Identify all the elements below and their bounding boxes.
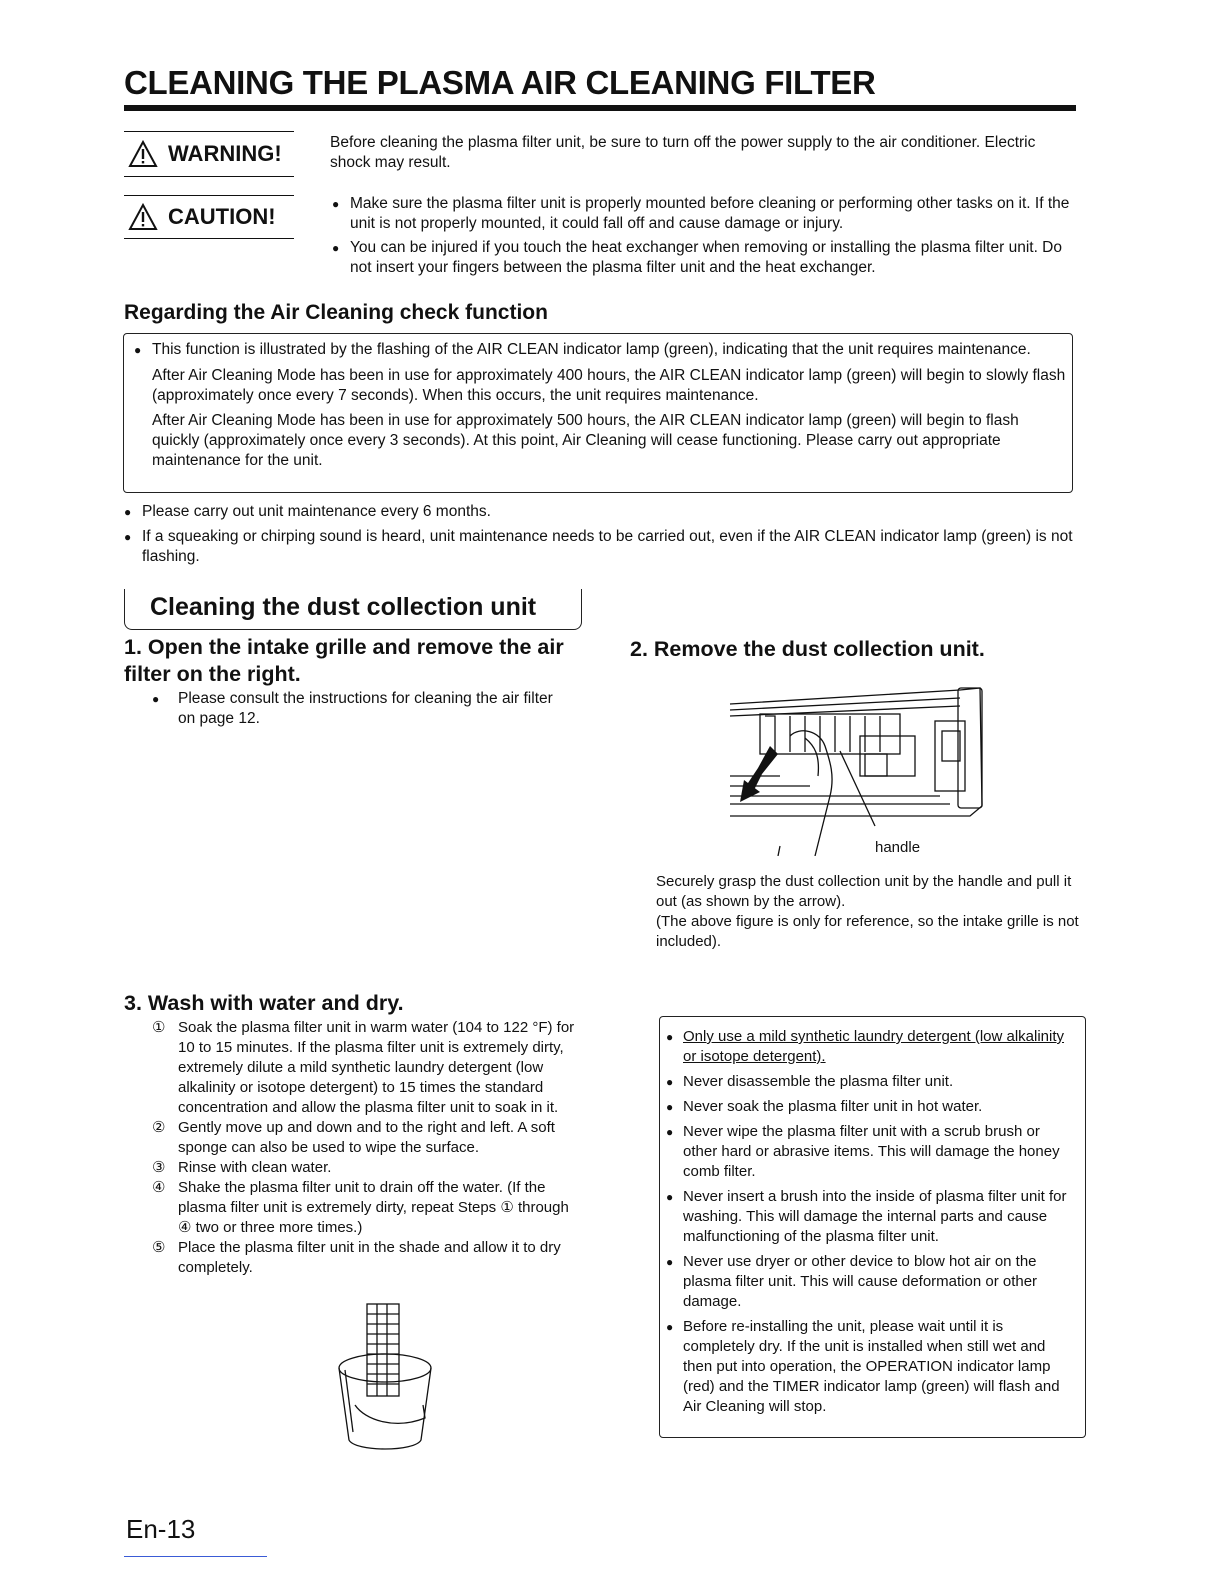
caution-bottom-rule [124,238,294,239]
step2-caption [656,872,1086,952]
page-title: CLEANING THE PLASMA AIR CLEANING FILTER [124,64,876,101]
dust-unit-illustration [720,676,990,856]
warning-triangle-icon [128,140,158,168]
washing-notes-box [659,1016,1086,1438]
step3-item-number: ① [152,1019,166,1036]
section-heading: Cleaning the dust collection unit [150,593,537,621]
step3-item-number: ⑤ [152,1239,166,1256]
check-function-box [123,333,1073,493]
step2-caption-line1: Securely grasp the dust collection unit by the handle and pull it out (as shown by the arrow). [656,873,1072,910]
page-number: En-13 [126,1514,196,1544]
step2-caption-line2: (The above figure is only for reference, so the intake grille is not included). [656,913,1079,950]
step3-item-number: ③ [152,1159,166,1176]
step3-item [152,1238,584,1278]
step3-item-text: Shake the plasma filter unit to drain off the water. (If the plasma filter unit is extremely dirty, repeat Steps ① through ④ two or three more times.) [178,1179,569,1236]
washing-note: ● Never insert a brush into the inside of plasma filter unit for washing. This will damage the internal parts and cause malfunctioning of the plasma filter unit. [666,1187,1073,1247]
caution-label-text: CAUTION! [168,204,276,229]
step1-bullet: ● Please consult the instructions for cleaning the air filter on page 12. [152,689,572,729]
caution-item: ● You can be injured if you touch the heat exchanger when removing or installing the plasma filter unit. Do not insert your fingers between the plasma filter unit and the heat exchanger. [332,238,1080,278]
step3-item-text: Place the plasma filter unit in the shade and allow it to dry completely. [178,1239,561,1276]
warning-top-rule [124,131,294,132]
warning-label-text: WARNING! [168,141,282,166]
step2-heading: 2. Remove the dust collection unit. [630,637,985,661]
step3-item-number: ④ [152,1179,166,1196]
warning-bottom-rule [124,176,294,177]
maintenance-note: ● Please carry out unit maintenance every 6 months. [124,502,1084,522]
maintenance-notes [124,502,1084,567]
page-number-rule [124,1556,267,1557]
caution-top-rule [124,195,294,196]
step3-item-text: Gently move up and down and to the right and left. A soft sponge can also be used to wipe the surface. [178,1119,555,1156]
washing-note: ● Never use dryer or other device to blow hot air on the plasma filter unit. This will cause deformation or other damage. [666,1252,1073,1312]
washing-note: ● Never wipe the plasma filter unit with a scrub brush or other hard or abrasive items. This will damage the honey comb filter. [666,1122,1073,1182]
warning-label [128,140,282,168]
washing-note [666,1027,1073,1067]
step1-heading: 1. Open the intake grille and remove the air filter on the right. [124,635,564,686]
step1-bullet-wrap [152,689,572,729]
step3-list [152,1018,584,1278]
check-function-bullet: ● This function is illustrated by the flashing of the AIR CLEAN indicator lamp (green), indicating that the unit requires maintenance. [134,340,1066,360]
step3-item [152,1158,584,1178]
check-function-heading: Regarding the Air Cleaning check function [124,301,548,324]
warning-text: Before cleaning the plasma filter unit, be sure to turn off the power supply to the air conditioner. Electric shock may result. [330,134,1036,171]
washing-note: ● Never soak the plasma filter unit in hot water. [666,1097,1073,1117]
caution-label [128,203,276,231]
caution-triangle-icon [128,203,158,231]
washing-note-underlined: Only use a mild synthetic laundry detergent (low alkalinity or isotope detergent). [683,1028,1065,1065]
step3-item-text: Soak the plasma filter unit in warm water (104 to 122 °F) for 10 to 15 minutes. If the plasma filter unit is extremely dirty, extremely dilute a mild synthetic laundry detergent (low alkalinity or isotope detergent) to 15 times the standard concentration and allow the plasma filter unit to soak in it. [178,1019,575,1116]
bucket-illustration [335,1300,435,1455]
check-function-para-500h: After Air Cleaning Mode has been in use for approximately 500 hours, the AIR CLEAN indicator lamp (green) will begin to flash quickly (approximately once every 3 seconds). At this point, Air Cleaning will cease functioning. Please carry out appropriate maintenance for the unit. [152,412,1019,469]
maintenance-note: ● If a squeaking or chirping sound is heard, unit maintenance needs to be carried out, even if the AIR CLEAN indicator lamp (green) is not flashing. [124,527,1084,567]
caution-item: ● Make sure the plasma filter unit is properly mounted before cleaning or performing other tasks on it. If the unit is not properly mounted, it could fall off and cause damage or injury. [332,194,1080,234]
washing-note: ● Before re-installing the unit, please wait until it is completely dry. If the unit is installed when still wet and then put into operation, the OPERATION indicator lamp (red) and the TIMER indicator lamp (green) will flash and Air Cleaning will stop. [666,1317,1073,1417]
check-function-para-400h: After Air Cleaning Mode has been in use for approximately 400 hours, the AIR CLEAN indicator lamp (green) will begin to slowly flash (approximately once every 7 seconds). When this occurs, the unit requires maintenance. [152,367,1066,404]
step3-item-text: Rinse with clean water. [178,1159,332,1176]
step3-item [152,1178,584,1238]
handle-label: handle [875,839,921,856]
step3-item [152,1118,584,1158]
title-rule [124,105,1076,111]
step3-item [152,1018,584,1118]
step3-item-number: ② [152,1119,166,1136]
step3-heading: 3. Wash with water and dry. [124,991,404,1015]
washing-note: ● Never disassemble the plasma filter unit. [666,1072,1073,1092]
caution-list [332,194,1080,278]
